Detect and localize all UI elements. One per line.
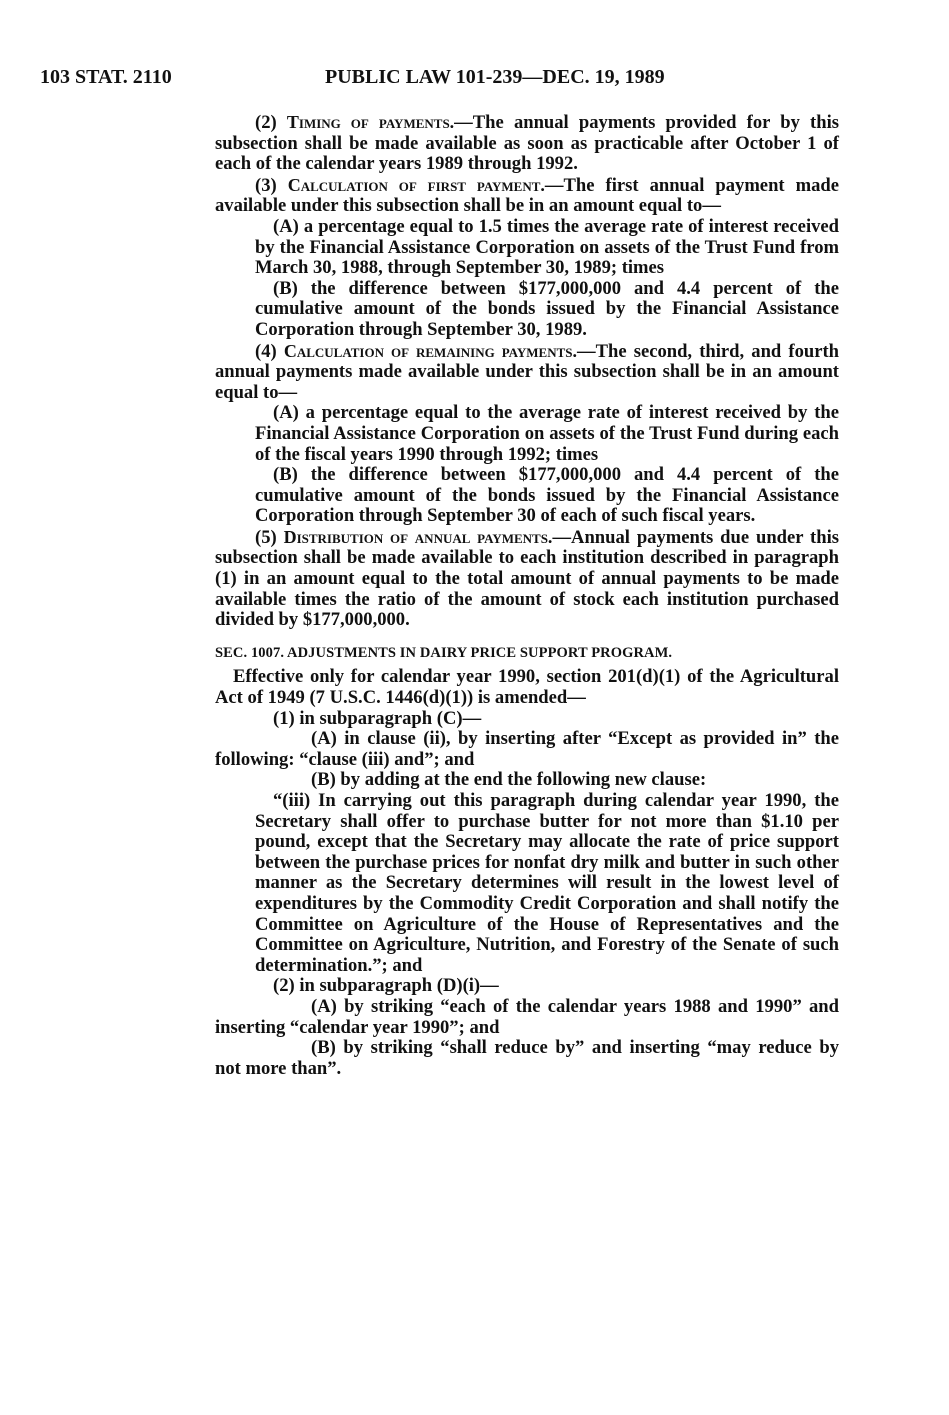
new-clause-quote: “(iii) In carrying out this paragraph during calendar year 1990, the Secretary shall offer to purchase butter for not more than $1.10 per pound, except that the Secretary may allocate the rate of price support between the purchase prices for nonfat dry milk and butter in such other manner as the Secretary determines will result in the lowest level of expenditures by the Commodity Credit Corporation and shall notify the Committee on Agriculture of the House of Representatives and the Committee on Agriculture, Nutrition, and Forestry of the Senate of such determination.”; and: [255, 790, 839, 976]
amendment-item-1: (1) in subparagraph (C)—: [273, 707, 482, 729]
paragraph-number: (4): [255, 340, 277, 362]
amendment-item-2b: (B) by striking “shall reduce by” and inserting “may reduce by not more than”.: [215, 1037, 839, 1079]
public-law-citation: PUBLIC LAW 101-239—DEC. 19, 1989: [325, 66, 665, 88]
amendment-item-2: (2) in subparagraph (D)(i)—: [273, 975, 499, 997]
paragraph-text: —The first annual payment made available under this subsection shall be in an amount equal to—: [215, 174, 839, 217]
paragraph-4: [215, 341, 839, 404]
statute-page-number: 103 STAT. 2110: [40, 66, 172, 88]
paragraph-text: —Annual payments due under this subsection shall be made available to each institution described in paragraph (1) in an amount equal to the total amount of annual payments to be made available times the ratio of the amount of stock each institution purchased divided by $177,000,000.: [215, 526, 839, 631]
paragraph-text: —The second, third, and fourth annual payments made available under this subsection shall be in an amount equal to—: [215, 340, 840, 403]
paragraph-number: (3): [255, 174, 277, 196]
page-header: [40, 66, 840, 96]
subparagraph-3a: (A) a percentage equal to 1.5 times the average rate of interest received by the Financial Assistance Corporation on assets of the Trust Fund from March 30, 1988, through September 30, 1989; times: [255, 215, 839, 279]
amendment-item-1b: (B) by adding at the end the following new clause:: [311, 769, 707, 791]
section-heading: SEC. 1007. ADJUSTMENTS IN DAIRY PRICE SUPPORT PROGRAM.: [215, 644, 673, 661]
paragraph-heading: Calculation of remaining payments.: [283, 340, 577, 361]
paragraph-5: [215, 527, 839, 631]
subparagraph-4b: (B) the difference between $177,000,000 and 4.4 percent of the cumulative amount of the bonds issued by the Financial Assistance Corporation through September 30 of each of such fiscal years.: [255, 464, 839, 527]
subparagraph-3b: (B) the difference between $177,000,000 and 4.4 percent of the cumulative amount of the bonds issued by the Financial Assistance Corporation through September 30, 1989.: [255, 277, 839, 340]
section-intro: Effective only for calendar year 1990, section 201(d)(1) of the Agricultural Act of 1949 (7 U.S.C. 1446(d)(1)) is amended—: [215, 666, 839, 709]
paragraph-number: (5): [255, 526, 277, 548]
page-body: [215, 112, 839, 1079]
amendment-item-1a: (A) in clause (ii), by inserting after “Except as provided in” the following: “clause (iii) and”; and: [215, 728, 839, 770]
paragraph-3: [215, 175, 839, 217]
paragraph-heading: Distribution of annual payments.: [283, 526, 553, 547]
paragraph-number: (2): [255, 112, 277, 133]
paragraph-heading: Timing of payments.: [286, 112, 455, 132]
paragraph-2: [215, 112, 839, 175]
subparagraph-4a: (A) a percentage equal to the average rate of interest received by the Financial Assistance Corporation on assets of the Trust Fund during each of the fiscal years 1990 through 1992; times: [255, 402, 839, 465]
amendment-item-2a: (A) by striking “each of the calendar years 1988 and 1990” and inserting “calendar year 1990”; and: [215, 995, 839, 1038]
paragraph-heading: Calculation of first payment.: [287, 174, 545, 195]
paragraph-text: —The annual payments provided for by this subsection shall be made available as soon as practicable after October 1 of each of the calendar years 1989 through 1992.: [215, 112, 839, 175]
